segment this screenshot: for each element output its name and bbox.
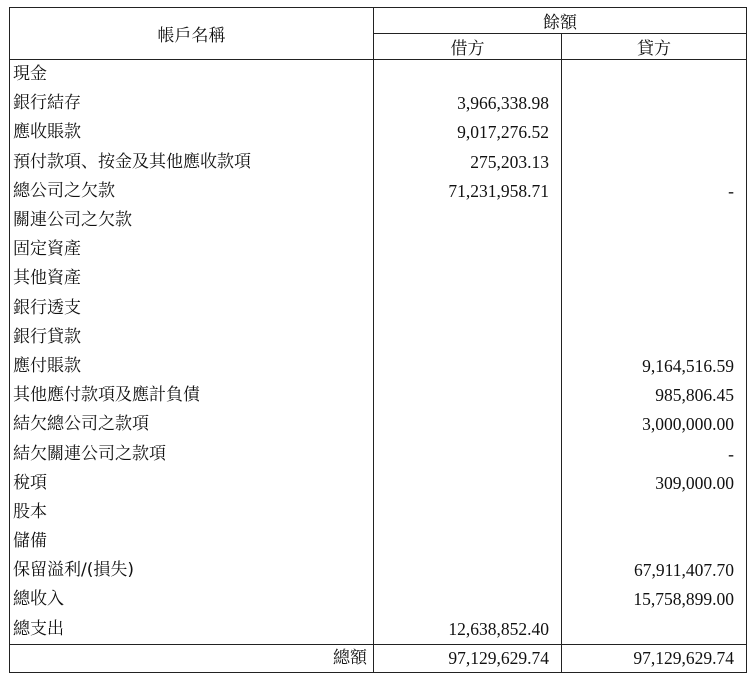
credit-cell: 985,806.45 bbox=[562, 381, 747, 410]
debit-cell bbox=[374, 323, 562, 352]
account-name-cell: 其他應付款項及應計負債 bbox=[10, 381, 374, 410]
account-name-cell: 其他資產 bbox=[10, 264, 374, 293]
trial-balance-table bbox=[9, 7, 747, 673]
credit-cell bbox=[562, 206, 747, 235]
credit-cell: - bbox=[562, 177, 747, 206]
debit-cell bbox=[374, 352, 562, 381]
total-debit: 97,129,629.74 bbox=[374, 644, 562, 672]
debit-cell: 3,966,338.98 bbox=[374, 89, 562, 118]
table-row bbox=[10, 148, 747, 177]
account-rows bbox=[10, 60, 747, 645]
credit-header: 貸方 bbox=[562, 34, 747, 60]
credit-cell bbox=[562, 60, 747, 90]
account-name-cell: 儲備 bbox=[10, 527, 374, 556]
credit-cell: 15,758,899.00 bbox=[562, 585, 747, 614]
credit-cell bbox=[562, 118, 747, 147]
table-row bbox=[10, 206, 747, 235]
table-row bbox=[10, 615, 747, 645]
table-row bbox=[10, 60, 747, 90]
debit-cell: 71,231,958.71 bbox=[374, 177, 562, 206]
credit-cell: 309,000.00 bbox=[562, 469, 747, 498]
account-name-cell: 股本 bbox=[10, 498, 374, 527]
account-name-cell: 銀行透支 bbox=[10, 294, 374, 323]
credit-cell bbox=[562, 148, 747, 177]
account-name-cell: 固定資產 bbox=[10, 235, 374, 264]
credit-cell bbox=[562, 294, 747, 323]
table-row bbox=[10, 498, 747, 527]
credit-cell bbox=[562, 498, 747, 527]
credit-cell bbox=[562, 323, 747, 352]
debit-cell bbox=[374, 556, 562, 585]
debit-cell bbox=[374, 498, 562, 527]
account-name-cell: 銀行結存 bbox=[10, 89, 374, 118]
debit-cell: 9,017,276.52 bbox=[374, 118, 562, 147]
debit-cell bbox=[374, 585, 562, 614]
credit-cell: 67,911,407.70 bbox=[562, 556, 747, 585]
debit-cell: 275,203.13 bbox=[374, 148, 562, 177]
account-name-cell: 總收入 bbox=[10, 585, 374, 614]
table-row bbox=[10, 527, 747, 556]
total-label: 總額 bbox=[10, 644, 374, 672]
account-name-cell: 關連公司之欠款 bbox=[10, 206, 374, 235]
table-row bbox=[10, 556, 747, 585]
account-name-cell: 預付款項、按金及其他應收款項 bbox=[10, 148, 374, 177]
account-name-cell: 結欠總公司之款項 bbox=[10, 410, 374, 439]
account-name-cell: 保留溢利/(損失) bbox=[10, 556, 374, 585]
table-row bbox=[10, 323, 747, 352]
debit-cell bbox=[374, 206, 562, 235]
table-row bbox=[10, 439, 747, 468]
total-credit: 97,129,629.74 bbox=[562, 644, 747, 672]
table-row bbox=[10, 177, 747, 206]
debit-cell bbox=[374, 439, 562, 468]
debit-cell: 12,638,852.40 bbox=[374, 615, 562, 645]
credit-cell: - bbox=[562, 439, 747, 468]
table-row bbox=[10, 118, 747, 147]
credit-cell bbox=[562, 89, 747, 118]
table-row bbox=[10, 235, 747, 264]
credit-cell bbox=[562, 527, 747, 556]
table-row bbox=[10, 469, 747, 498]
balance-header: 餘額 bbox=[374, 8, 747, 34]
debit-cell bbox=[374, 294, 562, 323]
account-name-cell: 稅項 bbox=[10, 469, 374, 498]
table-row bbox=[10, 294, 747, 323]
table-row bbox=[10, 381, 747, 410]
credit-cell: 3,000,000.00 bbox=[562, 410, 747, 439]
debit-cell bbox=[374, 264, 562, 293]
credit-cell bbox=[562, 615, 747, 645]
account-name-cell: 總支出 bbox=[10, 615, 374, 645]
account-name-cell: 銀行貸款 bbox=[10, 323, 374, 352]
credit-cell bbox=[562, 264, 747, 293]
account-name-cell: 應收賬款 bbox=[10, 118, 374, 147]
table-row bbox=[10, 410, 747, 439]
total-row bbox=[10, 644, 747, 672]
account-name-header: 帳戶名稱 bbox=[10, 8, 374, 60]
debit-cell bbox=[374, 469, 562, 498]
debit-header: 借方 bbox=[374, 34, 562, 60]
debit-cell bbox=[374, 235, 562, 264]
account-name-cell: 結欠關連公司之款項 bbox=[10, 439, 374, 468]
debit-cell bbox=[374, 410, 562, 439]
account-name-cell: 應付賬款 bbox=[10, 352, 374, 381]
account-name-cell: 現金 bbox=[10, 60, 374, 90]
debit-cell bbox=[374, 381, 562, 410]
debit-cell bbox=[374, 60, 562, 90]
table-row bbox=[10, 352, 747, 381]
table-row bbox=[10, 585, 747, 614]
credit-cell bbox=[562, 235, 747, 264]
table-row bbox=[10, 264, 747, 293]
table-row bbox=[10, 89, 747, 118]
credit-cell: 9,164,516.59 bbox=[562, 352, 747, 381]
account-name-cell: 總公司之欠款 bbox=[10, 177, 374, 206]
debit-cell bbox=[374, 527, 562, 556]
